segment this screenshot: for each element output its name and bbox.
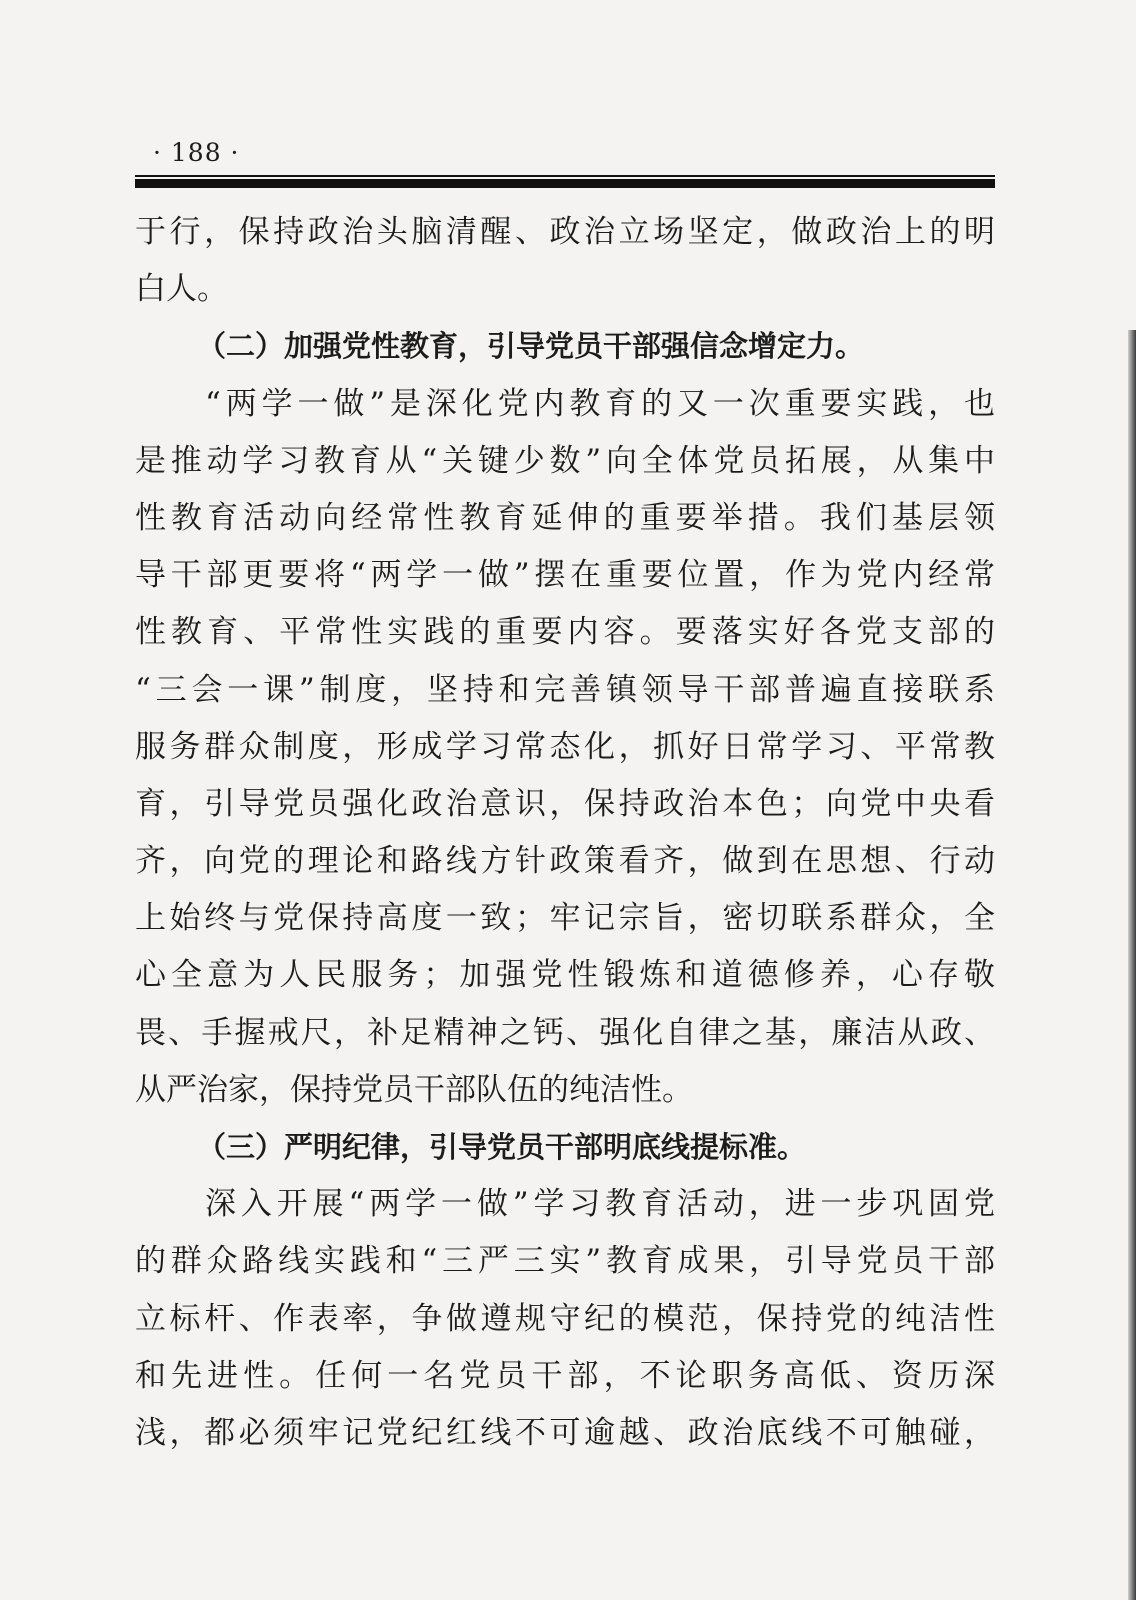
page-number: · 188 ·: [153, 138, 240, 167]
text-line: 上始终与党保持高度一致；牢记宗旨，密切联系群众，全: [135, 900, 995, 937]
text-line: 和先进性。任何一名党员干部，不论职务高低、资历深: [135, 1357, 995, 1394]
text-line: 深入开展“两学一做”学习教育活动，进一步巩固党: [205, 1186, 995, 1223]
text-line: “两学一做”是深化党内教育的又一次重要实践，也: [205, 385, 995, 422]
text-line: 畏、手握戒尺，补足精神之钙、强化自律之基，廉洁从政、: [135, 1014, 995, 1051]
section-heading: （三）严明纪律，引导党员干部明底线提标准。: [197, 1130, 807, 1164]
text-line: 育，引导党员强化政治意识，保持政治本色；向党中央看: [135, 785, 995, 822]
text-line: 性教育活动向经常性教育延伸的重要举措。我们基层领: [135, 499, 995, 536]
book-page: [135, 135, 995, 1462]
text-line: 性教育、平常性实践的重要内容。要落实好各党支部的: [135, 614, 995, 651]
text-line: 齐，向党的理论和路线方针政策看齐，做到在思想、行动: [135, 843, 995, 880]
body-text: [135, 204, 995, 1462]
scan-shadow-edge: [1128, 330, 1136, 1600]
text-line: 立标杆、作表率，争做遵规守纪的模范，保持党的纯洁性: [135, 1300, 995, 1337]
text-line: 是推动学习教育从“关键少数”向全体党员拓展，从集中: [135, 442, 995, 479]
text-line: 服务群众制度，形成学习常态化，抓好日常学习、平常教: [135, 728, 995, 765]
text-line: 的群众路线实践和“三严三实”教育成果，引导党员干部: [135, 1243, 995, 1280]
header-rule-thick: [135, 179, 995, 188]
text-line: 浅，都必须牢记党纪红线不可逾越、政治底线不可触碰，: [135, 1414, 995, 1451]
text-line: 于行，保持政治头脑清醒、政治立场坚定，做政治上的明: [135, 214, 995, 250]
header-rule-thin: [135, 175, 995, 177]
section-heading: （二）加强党性教育，引导党员干部强信念增定力。: [197, 329, 865, 364]
text-line: “三会一课”制度，坚持和完善镇领导干部普遍直接联系: [135, 671, 995, 708]
text-line: 白人。: [135, 271, 228, 308]
text-line: 从严治家，保持党员干部队伍的纯洁性。: [135, 1071, 693, 1108]
text-line: 导干部更要将“两学一做”摆在重要位置，作为党内经常: [135, 557, 995, 594]
text-line: 心全意为人民服务；加强党性锻炼和道德修养，心存敬: [135, 957, 995, 994]
